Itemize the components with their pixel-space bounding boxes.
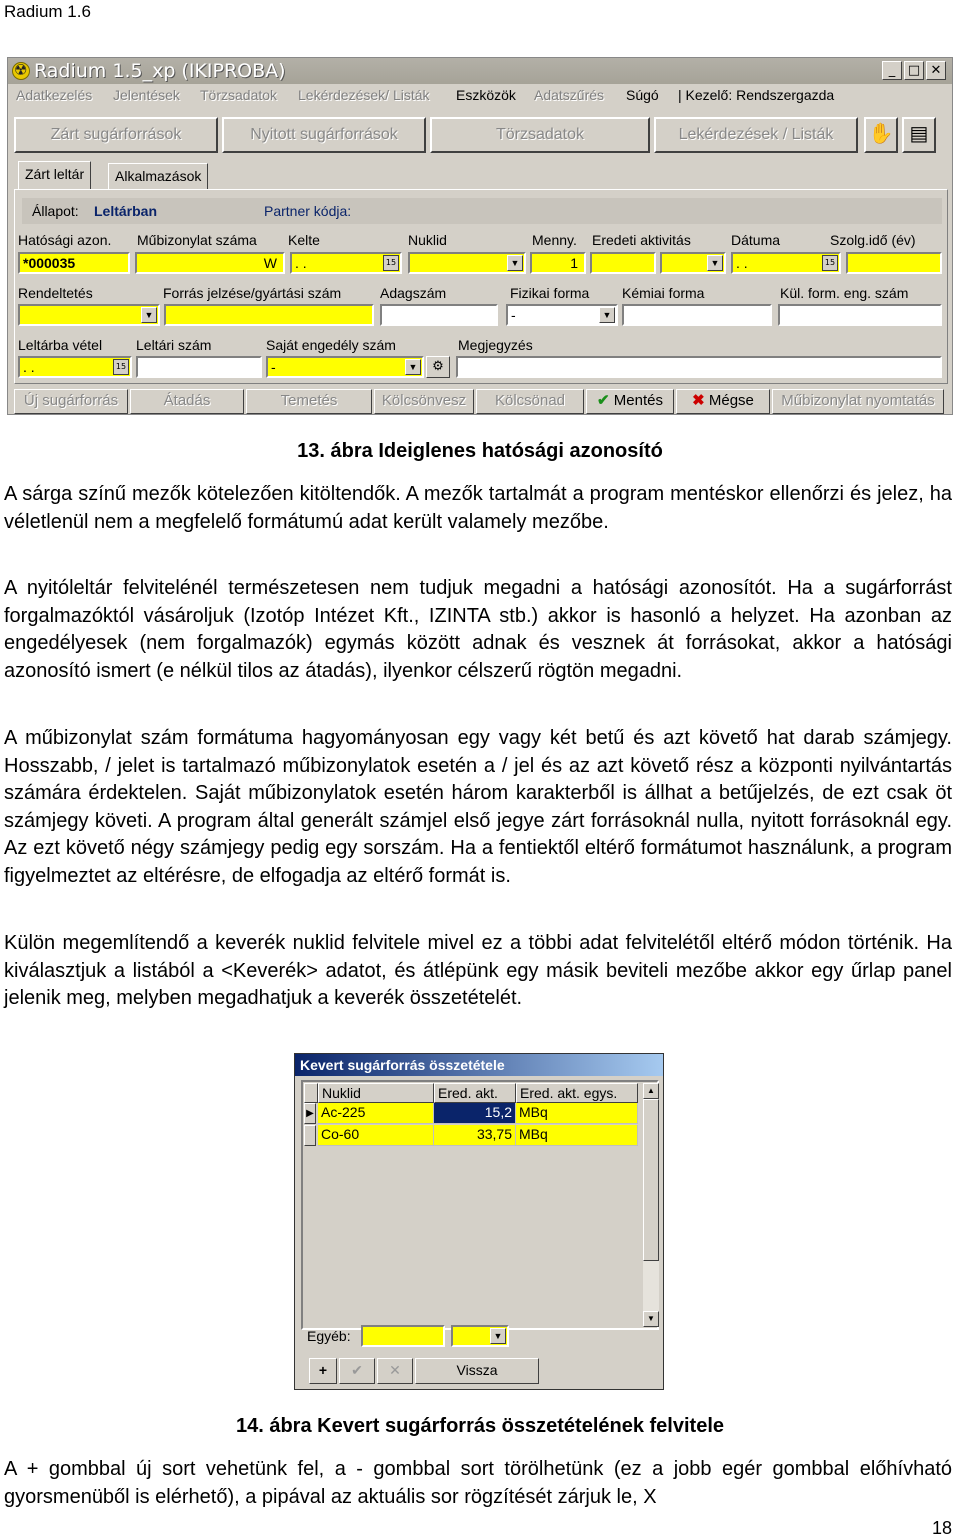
calendar-icon[interactable]: 15	[113, 359, 129, 375]
menu-kezelo: | Kezelő: Rendszergazda	[678, 87, 835, 103]
leltari-label: Leltári szám	[136, 337, 212, 353]
nyitott-sugarforrasok-button[interactable]: Nyitott sugárforrások	[222, 117, 426, 153]
help-icon[interactable]: ✋	[864, 117, 898, 153]
tab-alkalmazasok[interactable]: Alkalmazások	[108, 163, 208, 189]
torzsadatok-button[interactable]: Törzsadatok	[430, 117, 650, 153]
mentes-button[interactable]	[586, 389, 674, 414]
figure13-caption: 13. ábra Ideiglenes hatósági azonosító	[297, 440, 663, 462]
megse-button[interactable]	[676, 389, 770, 414]
atadas-button[interactable]: Átadás	[130, 389, 244, 414]
leltarba-label: Leltárba vétel	[18, 337, 103, 353]
chevron-down-icon[interactable]: ▼	[707, 255, 723, 271]
close-icon[interactable]: ✕	[926, 61, 946, 80]
egyeb-label: Egyéb:	[307, 1328, 351, 1344]
page-number: 18	[931, 1518, 952, 1538]
menu-adatszures[interactable]: Adatszűrés	[534, 87, 605, 103]
status-label: Állapot:	[32, 203, 79, 219]
rendeltetes-select[interactable]	[18, 304, 160, 326]
vissza-button[interactable]: Vissza	[415, 1358, 539, 1384]
tab-zart-leltar[interactable]: Zárt leltár	[18, 161, 91, 189]
chevron-down-icon[interactable]: ▼	[141, 307, 157, 323]
scroll-up-icon[interactable]: ▲	[643, 1083, 659, 1099]
add-row-button[interactable]: +	[309, 1358, 337, 1384]
status-strip	[22, 198, 942, 224]
forras-field[interactable]	[164, 304, 374, 326]
mubizonylat-label: Műbizonylat száma	[137, 232, 257, 248]
current-row-indicator: ▶	[304, 1103, 316, 1124]
mubizonylat-suffix: W	[263, 255, 277, 271]
grid-corner	[304, 1083, 318, 1103]
kolcsonvesz-button[interactable]: Kölcsönvesz	[374, 389, 474, 414]
chevron-down-icon[interactable]: ▼	[405, 359, 421, 375]
fizikai-select[interactable]	[506, 304, 618, 326]
kelte-label: Kelte	[288, 232, 320, 248]
forras-label: Forrás jelzése/gyártási szám	[163, 285, 342, 301]
figure14-caption: 14. ábra Kevert sugárforrás összetételének felvitele	[235, 1415, 725, 1437]
app-window	[7, 57, 953, 415]
paragraph-5: A + gombbal új sort vehetünk fel, a - gombbal sort törölhetünk (ez a jobb egér gombbal előhívható gyorsmenüből is elérhető), a pipával az aktuális sor rögzítését zárjuk le, X	[4, 1458, 952, 1508]
leltari-field[interactable]	[136, 356, 262, 378]
kemiai-field[interactable]	[622, 304, 772, 326]
cross-icon: ✖	[692, 392, 705, 409]
menny-label: Menny.	[532, 232, 577, 248]
nuklid-select[interactable]	[408, 252, 526, 274]
cell-egys[interactable]: MBq	[516, 1103, 638, 1124]
chevron-down-icon[interactable]: ▼	[599, 307, 615, 323]
kul-label: Kül. form. eng. szám	[780, 285, 909, 301]
mentes-label: Mentés	[613, 392, 663, 409]
chevron-down-icon[interactable]: ▼	[507, 255, 523, 271]
status-value: Leltárban	[94, 203, 158, 219]
megse-label: Mégse	[708, 392, 754, 409]
cancel-row-button[interactable]: ✕	[377, 1358, 413, 1384]
composition-grid	[301, 1080, 659, 1330]
scroll-down-icon[interactable]: ▼	[643, 1311, 659, 1327]
window-title: Radium 1.5_xp (IKIPROBA)	[34, 60, 286, 82]
kemiai-label: Kémiai forma	[622, 285, 705, 301]
vertical-scrollbar[interactable]	[643, 1083, 659, 1327]
maximize-icon[interactable]: □	[904, 61, 924, 80]
leltarba-value: . .	[23, 359, 35, 375]
cell-nuklid[interactable]: Ac-225	[318, 1103, 434, 1124]
menu-jelentesek[interactable]: Jelentések	[113, 87, 180, 103]
zart-sugarforrasok-button[interactable]: Zárt sugárforrások	[14, 117, 218, 153]
minimize-icon[interactable]: _	[882, 61, 902, 80]
menny-field[interactable]: 1	[530, 252, 586, 274]
paragraph-1: A sárga színű mezők kötelezően kitöltendők. A mezők tartalmát a program mentéskor ellenőrzi és jelez, ha véletlenül nem a megfelelő formátumú adat került valamely mezőbe.	[4, 483, 952, 533]
egyeb-unit-select[interactable]	[451, 1325, 509, 1347]
scroll-thumb[interactable]	[643, 1099, 659, 1261]
column-header-nuklid[interactable]: Nuklid	[318, 1083, 434, 1103]
kelte-value: . .	[295, 255, 307, 271]
eredeti-aktivitas-field[interactable]	[590, 252, 656, 274]
paragraph-2: A nyitóleltár felvitelénél természetesen nem tudjuk megadni a hatósági azonosítót. Ha a sugárforrást forgalmazóktól vásároljuk (Izotóp Intézet Kft., IZINTA stb.) akkor is hasonló a helyzet. Ha azonban az engedélyesek (nem forgalmazók) egymás között adnak és vesznek át forrásokat, akkor a hatósági azonosító ismert (e nélkül tilos az átadás), ilyenkor célszerű rögtön megadni.	[4, 577, 952, 682]
row-indicator	[304, 1125, 316, 1146]
egyeb-field[interactable]	[361, 1325, 445, 1347]
cell-egys[interactable]: MBq	[516, 1125, 638, 1146]
datuma-field[interactable]	[731, 252, 841, 274]
sajat-value: -	[271, 359, 276, 375]
szolg-ido-field[interactable]	[846, 252, 942, 274]
chevron-down-icon[interactable]: ▼	[490, 1328, 506, 1344]
megjegyzes-label: Megjegyzés	[458, 337, 533, 353]
cell-nuklid[interactable]: Co-60	[318, 1125, 434, 1146]
szolg-label: Szolg.idő (év)	[830, 232, 916, 248]
post-row-button[interactable]: ✔	[339, 1358, 375, 1384]
fizikai-label: Fizikai forma	[510, 285, 590, 301]
paragraph-3: A műbizonylat szám formátuma hagyományosan egy vagy két betű és azt követő hat darab számjegy. Hosszabb, / jelet is tartalmazó műbizonylatok esetén a / jel és az azt követő rész a központi nyilvántartás számára érdektelen. Saját műbizonylatok esetén három karakterből is állhat a betűjelzés, de ezt csak öt számjegy követi. A program által generált számjel első jegye zárt forrásoknál nulla, nyitott forrásoknál egy. Az ezt követő négy számjegy pedig egy sorszám. Ha a fentiektől eltérő formátumot használunk, a program figyelmeztet az eltérésre, de elfogadja az eltérő formát is.	[4, 727, 952, 887]
check-icon: ✔	[597, 392, 610, 409]
sajat-label: Saját engedély szám	[266, 337, 396, 353]
mubizonylat-nyomtatas-button[interactable]: Műbizonylat nyomtatás	[772, 389, 944, 414]
calendar-icon[interactable]: 15	[822, 255, 838, 271]
datuma-label: Dátuma	[731, 232, 781, 248]
menu-sugo[interactable]: Súgó	[626, 87, 659, 103]
menu-bar	[8, 84, 952, 106]
kolcsonad-button[interactable]: Kölcsönad	[476, 389, 584, 414]
engedely-lookup-icon[interactable]: ⚙	[426, 356, 450, 378]
running-header: Radium 1.6	[4, 2, 91, 21]
partner-label: Partner kódja:	[264, 203, 352, 219]
lekerdezesek-listak-button[interactable]: Lekérdezések / Listák	[654, 117, 858, 153]
sajat-select[interactable]	[266, 356, 424, 378]
adagszam-field[interactable]	[380, 304, 498, 326]
calendar-icon[interactable]: 15	[383, 255, 399, 271]
temetes-button[interactable]: Temetés	[246, 389, 372, 414]
aktivitas-egyseg-select[interactable]	[660, 252, 726, 274]
column-header-egys[interactable]: Ered. akt. egys.	[516, 1083, 638, 1103]
eredeti-label: Eredeti aktivitás	[592, 232, 691, 248]
rendeltetes-label: Rendeltetés	[18, 285, 93, 301]
menu-eszkozok[interactable]: Eszközök	[456, 87, 516, 103]
hatosagi-field[interactable]: *000035	[18, 252, 130, 274]
datuma-value: . .	[736, 255, 748, 271]
radiation-icon	[12, 62, 30, 80]
kul-field[interactable]	[778, 304, 942, 326]
adagszam-label: Adagszám	[380, 285, 447, 301]
paragraph-4: Külön megemlítendő a keverék nuklid felvitele mivel ez a többi adat felvitelétől eltérő módon történik. Ha kiválasztjuk a listából a <Keverék> adatot, és átlépünk egy másik beviteli mezőbe akkor egy űrlap panel jelenik meg, melyben megadhatjuk a keverék összetételét.	[4, 932, 952, 1009]
dialog-title: Kevert sugárforrás összetétele	[295, 1054, 663, 1076]
hatosagi-label: Hatósági azon.	[18, 232, 112, 248]
title-bar	[8, 58, 952, 84]
fizikai-value: -	[511, 307, 516, 323]
cell-akt[interactable]: 15,2	[434, 1103, 516, 1124]
menu-torzsadatok[interactable]: Törzsadatok	[200, 87, 278, 103]
menu-lekerdezesek[interactable]: Lekérdezések/ Listák	[298, 87, 430, 103]
megjegyzes-field[interactable]	[456, 356, 942, 378]
column-header-akt[interactable]: Ered. akt.	[434, 1083, 516, 1103]
uj-sugarforras-button[interactable]: Új sugárforrás	[14, 389, 128, 414]
nuklid-label: Nuklid	[408, 232, 447, 248]
mubizonylat-field[interactable]	[135, 252, 285, 274]
menu-adatkezeles[interactable]: Adatkezelés	[16, 87, 93, 103]
kevert-dialog	[294, 1053, 664, 1390]
leltarba-field[interactable]	[18, 356, 132, 378]
window-icon[interactable]: ▤	[902, 117, 936, 153]
kelte-field[interactable]	[290, 252, 402, 274]
cell-akt[interactable]: 33,75	[434, 1125, 516, 1146]
